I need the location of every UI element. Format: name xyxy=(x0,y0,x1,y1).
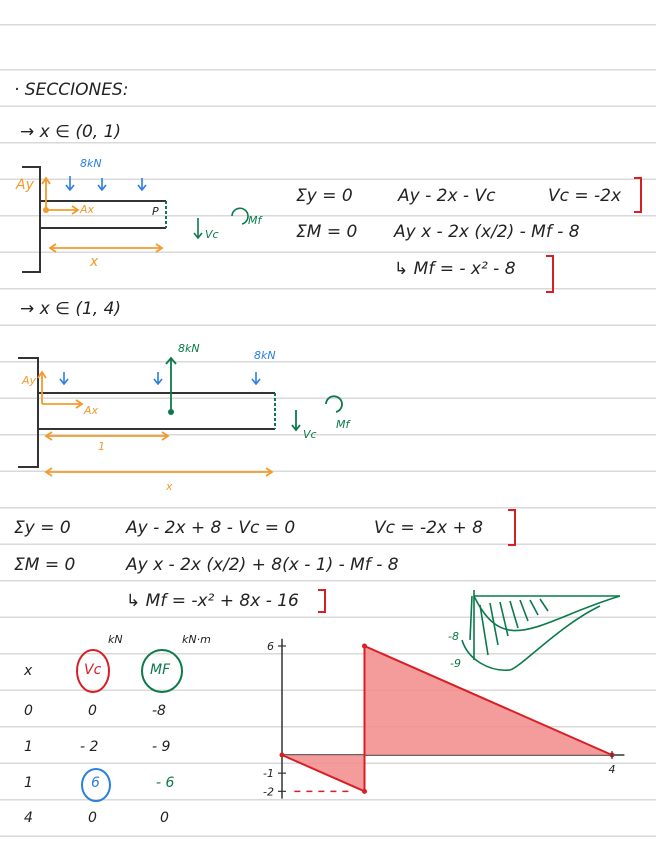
section1-eq2: ΣM = 0 xyxy=(296,222,358,242)
section2-eq1-body: Ay - 2x + 8 - Vc = 0 xyxy=(126,518,296,538)
x-tick-label: 4 xyxy=(608,763,616,776)
section2-ay-label: Ay xyxy=(22,374,37,387)
y-tick-label: -1 xyxy=(263,767,274,781)
section1-range: → x ∈ (0, 1) xyxy=(20,122,122,142)
section1-ay-label: Ay xyxy=(16,177,34,193)
section2-eq2-result: ↳ Mf = -x² + 8x - 16 xyxy=(126,591,299,611)
page-heading: · SECCIONES: xyxy=(14,80,129,100)
section1-vc-label: Vc xyxy=(205,228,219,241)
table-cell: - 2 xyxy=(80,739,99,755)
section1-eq2-body: Ay x - 2x (x/2) - Mf - 8 xyxy=(394,222,580,242)
sketch-label-b: -9 xyxy=(450,657,461,670)
section2-eq2: ΣM = 0 xyxy=(14,555,76,575)
section1-p-label: P xyxy=(152,205,159,218)
data-point xyxy=(362,789,367,794)
section1-mf-label: Mf xyxy=(248,214,262,227)
section2-ax-label: Ax xyxy=(84,404,99,417)
section1-eq1-result: Vc = -2x xyxy=(548,186,622,206)
table-cell: 0 xyxy=(160,810,169,826)
table-cell: - 6 xyxy=(156,775,175,791)
section1-eq2-result: ↳ Mf = - x² - 8 xyxy=(394,259,516,279)
table-cell: 0 xyxy=(24,703,33,719)
unit-vc: kN xyxy=(108,633,123,646)
section1-eq1-body: Ay - 2x - Vc xyxy=(398,186,496,206)
table-cell: - 9 xyxy=(152,739,171,755)
sketch-label-a: -8 xyxy=(448,630,459,643)
section2-load-right-label: 8kN xyxy=(254,349,276,362)
section2-vc-label: Vc xyxy=(303,428,317,441)
section2-eq2-body: Ay x - 2x (x/2) + 8(x - 1) - Mf - 8 xyxy=(126,555,399,575)
data-point xyxy=(362,644,367,649)
section2-load-up-label: 8kN xyxy=(178,342,200,355)
shear-diagram xyxy=(263,639,624,799)
data-point xyxy=(280,753,285,758)
table-cell: -8 xyxy=(152,703,166,719)
result-brackets xyxy=(318,178,641,612)
section1-eq1: Σy = 0 xyxy=(296,186,353,206)
section2-one-label: 1 xyxy=(98,440,105,453)
section2-x-label: x xyxy=(166,480,173,493)
table-cell: 0 xyxy=(88,703,97,719)
table-cell: 0 xyxy=(88,810,97,826)
y-tick-label: 6 xyxy=(267,640,274,653)
table-header-x: x xyxy=(24,663,33,679)
section2-eq1-result: Vc = -2x + 8 xyxy=(374,518,483,538)
y-tick-label: -2 xyxy=(263,785,274,799)
section1-ax-label: Ax xyxy=(80,203,95,216)
section1-x-label: x xyxy=(90,254,99,270)
table-cell: 4 xyxy=(24,810,33,826)
table-header-vc: Vc xyxy=(84,662,102,678)
table-cell: 6 xyxy=(91,775,100,791)
moment-sketch xyxy=(462,590,620,670)
section2-mf-label: Mf xyxy=(336,418,350,431)
section1-load-label: 8kN xyxy=(80,157,102,170)
section2-range: → x ∈ (1, 4) xyxy=(20,299,122,319)
unit-mf: kN·m xyxy=(182,633,211,646)
table-cell: 1 xyxy=(24,739,33,755)
table-header-mf: MF xyxy=(150,662,171,678)
section2-eq1: Σy = 0 xyxy=(14,518,71,538)
section2-beam-diagram xyxy=(18,358,342,476)
table-cell: 1 xyxy=(24,775,33,791)
section1-beam-diagram xyxy=(22,167,248,272)
